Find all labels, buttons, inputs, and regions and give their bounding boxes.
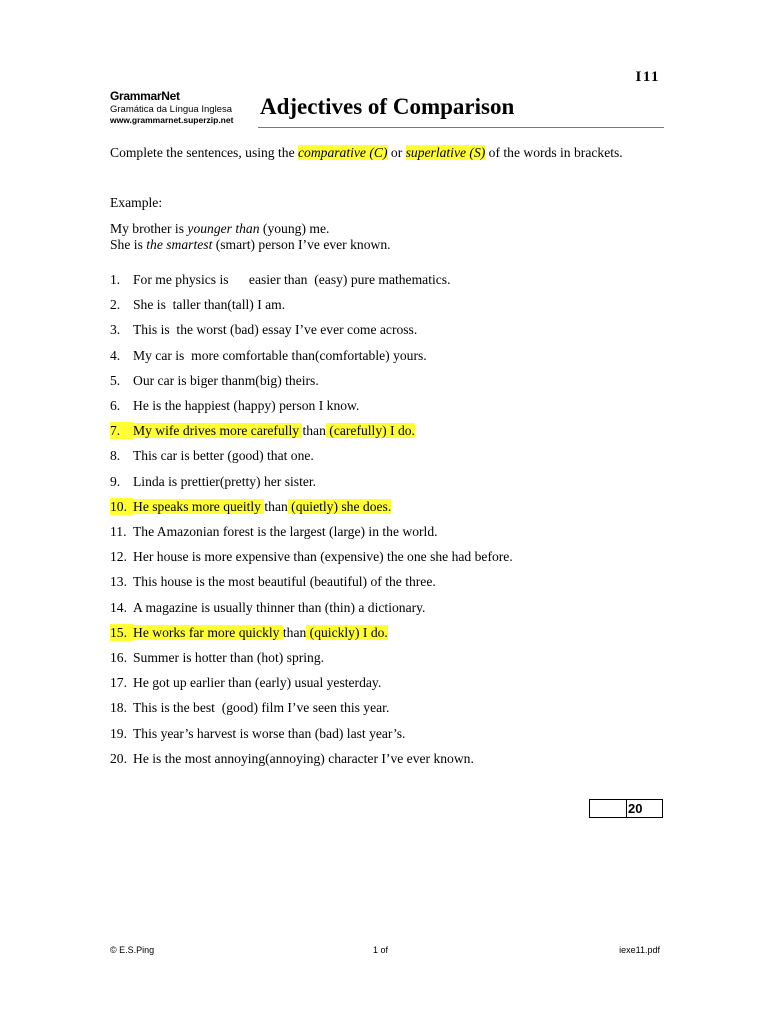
example-label: Example: — [110, 195, 163, 210]
score-total: 20 — [628, 801, 643, 816]
item-number: 18. — [110, 700, 127, 716]
exercise-item — [110, 397, 359, 414]
item-text: For me physics is easier than (easy) pure mathematics. — [133, 272, 451, 287]
item-text: He got up earlier than (early) usual yesterday. — [133, 675, 382, 691]
item-number: 7. — [110, 422, 133, 439]
page-title: Adjectives of Comparison — [260, 94, 515, 119]
brand-logo: GrammarNet — [110, 89, 180, 103]
brand-subtitle: Gramática da Língua Inglesa — [110, 104, 232, 115]
item-text: He speaks more queitly — [133, 498, 265, 514]
item-number: 16. — [110, 650, 127, 665]
instructions-or: or — [387, 145, 406, 160]
item-text: than — [302, 423, 326, 439]
exercise-item — [110, 624, 388, 641]
item-number: 15. — [110, 624, 133, 641]
item-text: (carefully) I do. — [325, 423, 415, 439]
item-text: This house is the most beautiful (beautiful) of the three. — [133, 574, 436, 590]
exercise-item — [110, 674, 381, 691]
item-number: 5. — [110, 372, 121, 388]
exercise-item — [110, 649, 324, 666]
footer-page: 1 of — [373, 945, 389, 955]
score-divider — [626, 800, 627, 817]
exercise-item — [110, 296, 285, 313]
exercise-item — [110, 599, 425, 616]
instructions — [110, 144, 658, 161]
item-number: 10. — [110, 498, 133, 515]
item-text: My car is more comfortable than(comfortable) yours. — [133, 347, 427, 363]
footer-author: © E.S.Ping — [110, 945, 155, 955]
exercise-item — [110, 548, 513, 565]
item-text: This is the worst (bad) essay I’ve ever come across. — [133, 322, 418, 338]
item-number: 19. — [110, 725, 127, 741]
item-number: 4. — [110, 347, 121, 363]
item-number: 14. — [110, 599, 127, 615]
item-number: 11. — [110, 524, 127, 539]
item-text: Her house is more expensive than (expensive) the one she had before. — [133, 549, 513, 565]
item-text: She is taller than(tall) I am. — [133, 297, 286, 313]
item-text: Linda is prettier(pretty) her sister. — [133, 473, 317, 489]
item-text: Summer is hotter than (hot) spring. — [133, 650, 325, 665]
item-text: (quietly) she does. — [287, 498, 392, 514]
item-text: He works far more quickly — [133, 624, 283, 640]
instructions-before: Complete the sentences, using the — [110, 145, 299, 160]
example-line-2: She is the smartest (smart) person I’ve ever known. — [110, 237, 391, 252]
exercise-item — [110, 523, 438, 540]
item-text: Our car is biger thanm(big) theirs. — [133, 372, 319, 388]
item-text: My wife drives more carefully — [133, 423, 303, 439]
page-code: I11 — [635, 69, 660, 85]
comparative-term: comparative (C) — [298, 145, 388, 160]
exercise-item — [110, 498, 391, 515]
item-text: A magazine is usually thinner than (thin) a dictionary. — [133, 599, 426, 615]
brand-url: www.grammarnet.superzip.net — [110, 115, 234, 125]
item-text: This is the best (good) film I’ve seen this year. — [133, 700, 390, 716]
item-text: He is the most annoying(annoying) character I’ve ever known. — [133, 750, 474, 766]
item-text: than — [264, 498, 288, 514]
instructions-after: of the words in brackets. — [485, 145, 623, 160]
item-number: 1. — [110, 272, 121, 287]
item-text: This year’s harvest is worse than (bad) last year’s. — [133, 725, 406, 741]
item-text: (quickly) I do. — [306, 624, 388, 640]
item-text: than — [282, 624, 307, 640]
item-number: 2. — [110, 297, 121, 313]
exercise-item — [110, 271, 450, 288]
exercise-item — [110, 347, 427, 364]
item-text: The Amazonian forest is the largest (large) in the world. — [133, 524, 438, 539]
item-number: 3. — [110, 322, 121, 338]
item-number: 20. — [110, 750, 127, 766]
exercise-item — [110, 699, 389, 716]
exercise-item — [110, 372, 319, 389]
item-number: 6. — [110, 398, 121, 413]
exercise-item — [110, 321, 417, 338]
title-rule — [258, 127, 664, 128]
item-number: 9. — [110, 473, 121, 489]
exercise-item — [110, 750, 474, 767]
footer-filename: iexe11.pdf — [619, 945, 660, 955]
item-number: 13. — [110, 574, 127, 590]
exercise-item — [110, 447, 314, 464]
item-number: 8. — [110, 448, 121, 464]
exercise-item — [110, 573, 436, 590]
exercise-item — [110, 473, 316, 490]
superlative-term: superlative (S) — [405, 145, 486, 160]
score-box — [589, 799, 663, 818]
example-line-1: My brother is younger than (young) me. — [110, 221, 330, 236]
item-number: 12. — [110, 549, 127, 565]
item-number: 17. — [110, 675, 127, 691]
item-text: This car is better (good) that one. — [133, 448, 314, 464]
exercise-item — [110, 422, 415, 439]
item-text: He is the happiest (happy) person I know. — [133, 398, 360, 413]
exercise-item — [110, 725, 405, 742]
